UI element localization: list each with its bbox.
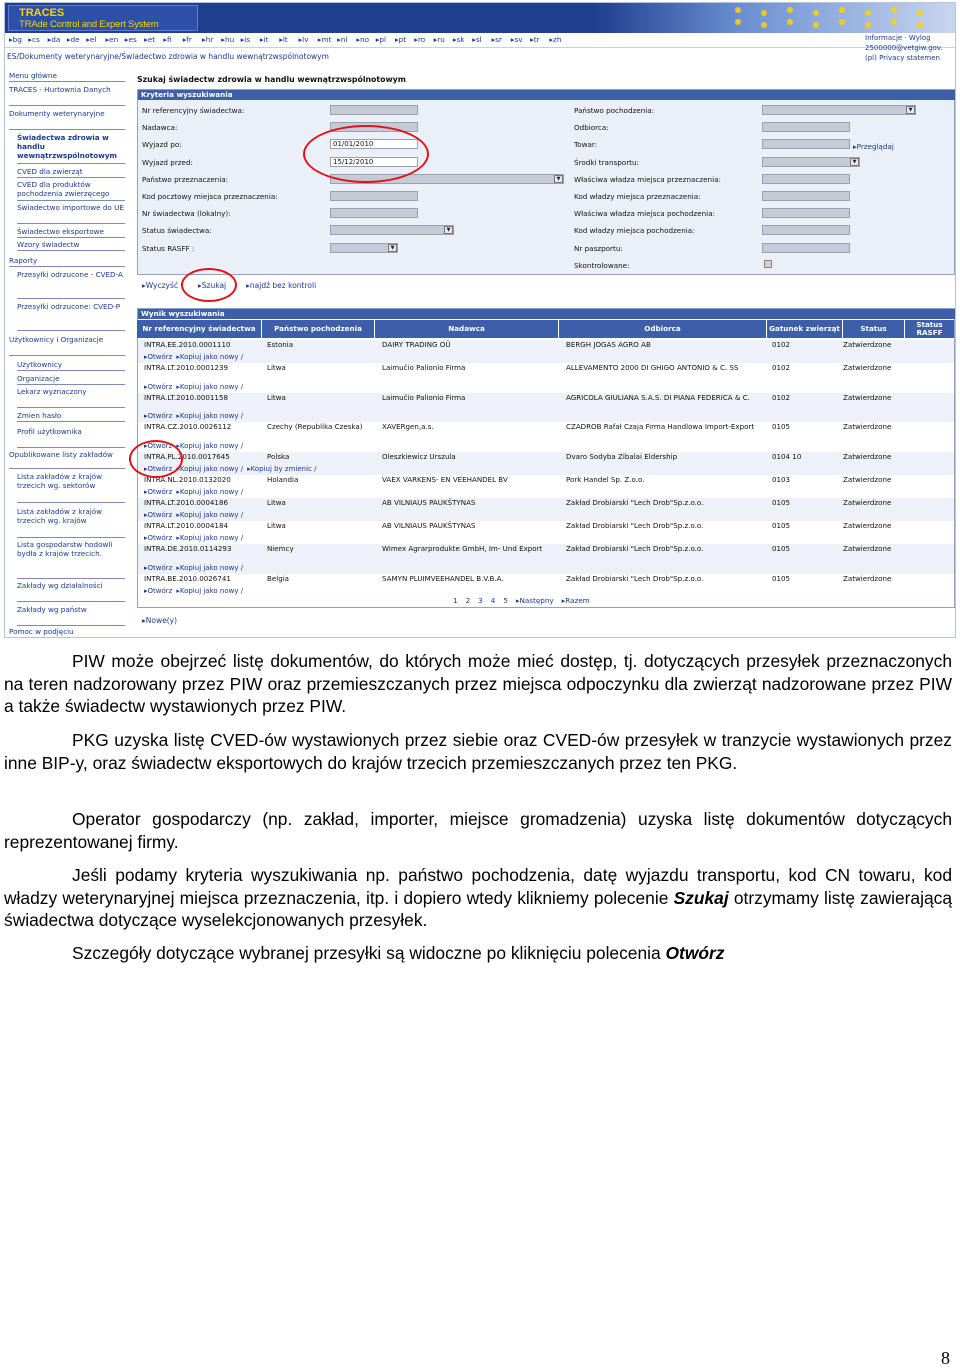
species-code: 0105 <box>772 498 791 507</box>
language-link-mt[interactable]: ▸mt <box>317 35 332 44</box>
otworz-emphasis: Otwórz <box>665 943 725 963</box>
search-field-input[interactable] <box>762 105 916 115</box>
origin-country: Litwa <box>267 393 286 402</box>
origin-country: Czechy (Republika Czeska) <box>267 422 363 431</box>
user-code: 2500000@vetgiw.gov. <box>865 44 943 52</box>
search-field-label: Państwo pochodzenia: <box>574 106 655 115</box>
eu-star-icon <box>761 10 767 16</box>
cert-ref: INTRA.LT.2010.0004184 <box>144 521 228 530</box>
menu-item[interactable]: Lista zakładów z krajów trzecich wg. sektorów <box>17 472 125 503</box>
eu-star-icon <box>735 7 741 13</box>
menu-item[interactable]: Wzory świadectw <box>17 240 125 251</box>
date-fields-highlight <box>303 125 429 183</box>
status: Zatwierdzone <box>843 452 892 461</box>
search-field-input[interactable] <box>762 139 850 149</box>
column-header[interactable]: Status <box>843 320 904 338</box>
chevron-down-icon[interactable]: ▼ <box>444 226 453 234</box>
copy-link[interactable]: ▸Kopiuj jako nowy / <box>176 488 244 496</box>
search-field-input[interactable] <box>762 225 850 235</box>
status: Zatwierdzone <box>843 340 892 349</box>
menu-item[interactable]: Lekarz wyznaczony <box>17 387 125 408</box>
menu-item[interactable]: Świadectwa zdrowia w handlu wewnątrzwspólnotowym <box>17 133 125 164</box>
copy-link[interactable]: ▸Kopiuj jako nowy / <box>176 383 244 391</box>
search-field-input[interactable] <box>330 191 418 201</box>
receiver: Zakład Drobiarski "Lech Drob"Sp.z.o.o. <box>566 521 704 530</box>
chevron-down-icon[interactable]: ▼ <box>906 106 915 114</box>
language-link-fi[interactable]: ▸fi <box>163 35 172 44</box>
checkbox[interactable] <box>764 260 772 268</box>
receiver: ALLEVAMENTO 2000 DI GHIGO ANTONIO & C. SS <box>566 363 739 372</box>
sender: Laimučio Palionio Firma <box>382 363 466 372</box>
language-link-el[interactable]: ▸el <box>86 35 97 44</box>
receiver: AGRICOLA GIULIANA S.A.S. DI PIANA FEDERICA & C. <box>566 393 750 402</box>
eu-star-icon <box>865 22 871 28</box>
receiver: Zakład Drobiarski "Lech Drob"Sp.z.o.o. <box>566 498 704 507</box>
menu-item[interactable]: Zakłady wg działalności <box>17 581 125 602</box>
species-code: 0105 <box>772 544 791 553</box>
search-field-label: Wyjazd po: <box>142 140 182 150</box>
copy-link[interactable]: ▸Kopiuj jako nowy / <box>176 534 244 542</box>
open-link[interactable]: ▸Otwórz <box>144 587 173 595</box>
search-field-input[interactable] <box>330 225 454 235</box>
species-code: 0102 <box>772 393 791 402</box>
sender: Laimučio Palionio Firma <box>382 393 466 402</box>
search-actions <box>142 281 336 290</box>
search-field-label: Państwo przeznaczenia: <box>142 174 229 184</box>
language-link-sl[interactable]: ▸sl <box>472 35 482 44</box>
search-field-label: Kod pocztowy miejsca przeznaczenia: <box>142 192 278 201</box>
info-link[interactable]: Informacje <box>865 34 903 42</box>
paragraph-1: PIW może obejrzeć listę dokumentów, do których może mieć dostęp, tj. dotyczących przesyłek przeznaczonych na teren nadzorowany przez PIW oraz przemieszczanych przez miejsca odpoczynku dla zwierząt nadzorowane przez PIW a także świadectw wystawionych przez PIW. <box>4 651 952 716</box>
eu-star-icon <box>787 19 793 25</box>
language-link-bg[interactable]: ▸bg <box>9 35 22 44</box>
language-link-et[interactable]: ▸et <box>144 35 156 44</box>
eu-star-icon <box>761 22 767 28</box>
traces-screenshot <box>4 2 956 638</box>
eu-star-icon <box>787 7 793 13</box>
sender: AB VILNIAUS PAUKŠTYNAS <box>382 498 476 507</box>
search-field-input[interactable]: 01/01/2010 <box>330 139 418 149</box>
row-actions <box>144 412 247 420</box>
paragraph-3: Operator gospodarczy (np. zakład, importer, miejsce gromadzenia) uzyska listę dokumentów dotyczących reprezentowanej firmy. <box>4 809 952 852</box>
sender: SAMYN PLUIMVEEHANDEL B.V.B.A. <box>382 574 504 583</box>
eu-star-icon <box>891 19 897 25</box>
search-field-label: Status RASFF : <box>142 243 195 253</box>
species-code: 0102 <box>772 363 791 372</box>
language-link-de[interactable]: ▸de <box>66 35 80 44</box>
status: Zatwierdzone <box>843 498 892 507</box>
menu-item[interactable]: TRACES - Hurtownia Danych <box>9 85 125 106</box>
search-button-highlight <box>181 268 237 302</box>
search-field-label: Kod władzy miejsca przeznaczenia: <box>574 192 701 201</box>
receiver: BERGH JOGAS AGRO AB <box>566 340 651 349</box>
paragraph-4: Jeśli podamy kryteria wyszukiwania np. państwo pochodzenia, datę wyjazdu transportu, kod CN towaru, kod władzy weterynaryjnej miejsca przeznaczenia, itp. i dopiero wtedy klikniemy polecenie Szukaj otrzymamy listę zawierającą świadectwa dotyczące wyselekcjonowanych przesyłek. <box>4 865 953 930</box>
species-code: 0103 <box>772 475 791 484</box>
cert-ref: INTRA.DE.2010.0114293 <box>144 544 232 553</box>
search-field-label: Kod władzy miejsca pochodzenia: <box>574 226 695 236</box>
row-actions <box>144 564 247 572</box>
search-field-input[interactable] <box>762 174 850 184</box>
open-link[interactable]: ▸Otwórz <box>144 383 173 391</box>
language-link-ro[interactable]: ▸ro <box>414 35 426 44</box>
search-criteria-title: Kryteria wyszukiwania <box>138 90 956 100</box>
chevron-down-icon[interactable]: ▼ <box>554 175 563 183</box>
cert-ref: INTRA.EE.2010.0001110 <box>144 340 231 349</box>
cert-ref: INTRA.LT.2010.0001239 <box>144 363 228 372</box>
language-link-pl[interactable]: ▸pl <box>375 35 387 44</box>
language-link-sk[interactable]: ▸sk <box>452 35 465 44</box>
pager-link[interactable]: ▸Następny <box>515 596 554 605</box>
origin-country: Estonia <box>267 340 294 349</box>
paragraph-5: Szczegóły dotyczące wybranej przesyłki są widoczne po kliknięciu polecenia Otwórz <box>72 943 725 963</box>
column-header[interactable]: Nadawca <box>375 320 558 338</box>
copy-link[interactable]: ▸Kopiuj jako nowy / <box>176 511 244 519</box>
open-link[interactable]: ▸Otwórz <box>144 534 173 542</box>
search-field-label: Status świadectwa: <box>142 226 212 236</box>
column-header[interactable]: Status RASFF <box>905 320 954 338</box>
language-link-lv[interactable]: ▸lv <box>298 35 309 44</box>
language-link-it[interactable]: ▸it <box>259 35 269 44</box>
eu-star-icon <box>891 7 897 13</box>
eu-star-icon <box>917 22 923 28</box>
find-no-check-button[interactable]: ▸najdź bez kontroli <box>246 281 317 290</box>
row-actions <box>144 587 247 595</box>
chevron-down-icon[interactable]: ▼ <box>388 244 397 252</box>
menu-item[interactable]: Profil użytkownika <box>17 427 125 448</box>
origin-country: Holandia <box>267 475 299 484</box>
origin-country: Belgia <box>267 574 290 583</box>
species-code: 0102 <box>772 340 791 349</box>
row-actions <box>144 534 247 542</box>
search-field-label: Odbiorca: <box>574 123 609 133</box>
search-field-input[interactable]: 15/12/2010 <box>330 157 418 167</box>
new-button[interactable]: ▸Nowe(y) <box>142 616 178 625</box>
language-link-pt[interactable]: ▸pt <box>395 35 407 44</box>
pager-link[interactable]: 2 <box>465 596 471 605</box>
browse-link[interactable]: ▸Przeglądaj <box>853 142 894 151</box>
search-field-label: Nadawca: <box>142 123 178 133</box>
clear-button[interactable]: ▸Wyczyść <box>142 281 179 290</box>
status: Zatwierdzone <box>843 544 892 553</box>
column-header[interactable]: Państwo pochodzenia <box>262 320 374 338</box>
origin-country: Polska <box>267 452 290 461</box>
column-header[interactable]: Gatunek zwierząt <box>767 320 842 338</box>
language-link-cs[interactable]: ▸cs <box>28 35 40 44</box>
origin-country: Litwa <box>267 521 286 530</box>
species-code: 0104 10 <box>772 452 802 461</box>
menu-item[interactable]: Opublikowane listy zakładów <box>9 450 125 469</box>
paragraph-2: PKG uzyska listę CVED-ów wystawionych przez siebie oraz CVED-ów przesyłek w tranzycie wystawionych przez inne BIP-y, oraz świadectw eksportowych do krajów trzecich przemieszczanych przez ten PKG. <box>4 730 952 773</box>
open-link-highlight <box>129 440 183 478</box>
menu-item[interactable]: Lista zakładów z krajów trzecich wg. krajów <box>17 507 125 538</box>
status: Zatwierdzone <box>843 363 892 372</box>
page-title: Szukaj świadectw zdrowia w handlu wewnątrzwspólnotowym <box>137 75 406 84</box>
cert-ref: INTRA.CZ.2010.0026112 <box>144 422 232 431</box>
menu-item[interactable]: Użytkownicy <box>17 360 125 371</box>
language-bar <box>5 33 955 48</box>
open-link[interactable]: ▸Otwórz <box>144 353 173 361</box>
search-field-input[interactable] <box>762 208 850 218</box>
eu-star-icon <box>735 19 741 25</box>
eu-star-icon <box>839 7 845 13</box>
species-code: 0105 <box>772 574 791 583</box>
cert-ref: INTRA.NL.2010.0132020 <box>144 475 231 484</box>
pager-link[interactable]: 1 <box>453 596 458 605</box>
origin-country: Litwa <box>267 498 286 507</box>
column-header[interactable]: Odbiorca <box>559 320 766 338</box>
status: Zatwierdzone <box>843 574 892 583</box>
search-button[interactable]: ▸Szukaj <box>198 281 227 290</box>
receiver: Zakład Drobiarski "Lech Drob"Sp.z.o.o. <box>566 544 704 553</box>
chevron-down-icon[interactable]: ▼ <box>850 158 859 166</box>
origin-country: Niemcy <box>267 544 294 553</box>
language-link-en[interactable]: ▸en <box>105 35 119 44</box>
sender: Wimex Agrarprodukte GmbH, Im- Und Export <box>382 544 543 553</box>
search-field-label: Wyjazd przed: <box>142 157 193 167</box>
row-actions <box>144 488 247 496</box>
open-link[interactable]: ▸Otwórz <box>144 511 173 519</box>
status: Zatwierdzone <box>843 475 892 484</box>
eu-star-icon <box>865 10 871 16</box>
language-link-sv[interactable]: ▸sv <box>510 35 523 44</box>
menu-item[interactable]: Raporty <box>9 256 125 267</box>
sender: AB VILNIAUS PAUKŠTYNAS <box>382 521 476 530</box>
menu-item[interactable]: Pomoc w podjęciu <box>9 627 125 638</box>
sender: XAVERgen,a.s. <box>382 422 434 431</box>
copy-link[interactable]: ▸Kopiuj jako nowy / <box>176 587 244 595</box>
open-link[interactable]: ▸Otwórz <box>144 412 173 420</box>
eu-stars-banner <box>595 3 955 33</box>
open-link[interactable]: ▸Otwórz <box>144 564 173 572</box>
search-field-label: Nr referencyjny świadectwa: <box>142 106 245 115</box>
szukaj-emphasis: Szukaj <box>673 887 729 908</box>
language-link-hr[interactable]: ▸hr <box>202 35 214 44</box>
language-link-lt[interactable]: ▸lt <box>279 35 288 44</box>
user-links: Informacje · Wylog 2500000@vetgiw.gov. (pl) Privacy statemen <box>865 33 953 63</box>
language-link-ru[interactable]: ▸ru <box>433 35 445 44</box>
sender: DAIRY TRADING OÜ <box>382 340 451 349</box>
menu-item[interactable]: Przesyłki odrzucone: CVED-P <box>17 302 125 331</box>
search-field-label: Właściwa władza miejsca pochodzenia: <box>574 209 715 219</box>
row-actions <box>144 511 247 519</box>
language-link-es[interactable]: ▸es <box>124 35 137 44</box>
eu-star-icon <box>839 19 845 25</box>
menu-item[interactable]: Dokumenty weterynaryjne <box>9 109 125 130</box>
receiver: Pork Handel Sp. Z.o.o. <box>566 475 645 484</box>
search-field-input[interactable] <box>330 208 418 218</box>
menu-item[interactable]: Menu główne <box>9 71 125 82</box>
copy-link[interactable]: ▸Kopiuj jako nowy / <box>176 412 244 420</box>
open-link[interactable]: ▸Otwórz <box>144 442 173 450</box>
menu-item[interactable]: Świadectwo importowe do UE <box>17 203 125 224</box>
language-link-hu[interactable]: ▸hu <box>221 35 235 44</box>
open-link[interactable]: ▸Otwórz <box>144 488 173 496</box>
open-link[interactable]: ▸Otwórz <box>144 465 173 473</box>
search-field-input[interactable] <box>330 105 418 115</box>
language-link-tr[interactable]: ▸tr <box>530 35 540 44</box>
row-actions <box>144 383 247 391</box>
language-link-fr[interactable]: ▸fr <box>182 35 192 44</box>
cert-ref: INTRA.BE.2010.0026741 <box>144 574 231 583</box>
search-field-label: Właściwa władza miejsca przeznaczenia: <box>574 174 721 184</box>
eu-star-icon <box>813 22 819 28</box>
menu-item[interactable]: Organizacje <box>17 374 125 385</box>
copy-link[interactable]: ▸Kopiuj jako nowy / <box>176 564 244 572</box>
language-link-zh[interactable]: ▸zh <box>549 35 562 44</box>
search-field-label: Nr paszportu: <box>574 243 623 253</box>
pager <box>453 596 598 605</box>
language-link-sr[interactable]: ▸sr <box>491 35 502 44</box>
copy-link[interactable]: ▸Kopiuj jako nowy / <box>176 353 244 361</box>
species-code: 0105 <box>772 521 791 530</box>
receiver: CZADROB Rafał Czaja Firma Handlowa Import-Export <box>566 422 755 431</box>
sender: VAEX VARKENS- EN VEEHANDEL BV <box>382 475 508 484</box>
eu-star-icon <box>917 10 923 16</box>
search-field-label: Towar: <box>574 140 598 150</box>
logout-link[interactable]: Wylog <box>908 34 931 42</box>
language-link-no[interactable]: ▸no <box>356 35 370 44</box>
copy-link[interactable]: ▸Kopiuj jako nowy / <box>176 465 244 473</box>
search-field-input[interactable] <box>762 122 850 132</box>
receiver: Dvaro Sodyba Zibalai Eldership <box>566 452 678 461</box>
page-number: 8 <box>941 1348 950 1368</box>
menu-item[interactable]: Zakłady wg państw <box>17 605 125 626</box>
cert-ref: INTRA.PL.2010.0017645 <box>144 452 230 461</box>
search-field-input[interactable] <box>762 191 850 201</box>
breadcrumb: ES/Dokumenty weterynaryjne/Świadectwo zdrowia w handlu wewnątrzwspólnotowym <box>7 52 329 61</box>
menu-item[interactable]: Przesyłki odrzucone - CVED-A <box>17 270 125 299</box>
menu-item[interactable]: CVED dla zwierząt <box>17 167 125 178</box>
results-title: Wynik wyszukiwania <box>138 309 956 319</box>
menu-item[interactable]: Lista gospodarstw hodowli bydła z krajów trzecich. <box>17 540 125 579</box>
status: Zatwierdzone <box>843 521 892 530</box>
cert-ref: INTRA.LT.2010.0001158 <box>144 393 228 402</box>
cert-ref: INTRA.LT.2010.0004186 <box>144 498 228 507</box>
privacy-link[interactable]: (pl) Privacy statemen <box>865 54 940 62</box>
origin-country: Litwa <box>267 363 286 372</box>
search-field-input[interactable] <box>762 243 850 253</box>
species-code: 0105 <box>772 422 791 431</box>
language-link-nl[interactable]: ▸nl <box>337 35 348 44</box>
pager-link[interactable]: 3 <box>478 596 483 605</box>
search-field-label: Środki transportu: <box>574 157 639 167</box>
receiver: Zakład Drobiarski "Lech Drob"Sp.z.o.o. <box>566 574 704 583</box>
search-field-label: Nr świadectwa (lokalny): <box>142 209 231 219</box>
menu-item[interactable]: Świadectwo eksportowe <box>17 227 125 238</box>
app-header <box>5 3 955 33</box>
row-actions <box>144 353 247 361</box>
status: Zatwierdzone <box>843 422 892 431</box>
pager-link[interactable]: 4 <box>490 596 496 605</box>
search-field-label: Skontrolowane: <box>574 260 630 270</box>
copy-link[interactable]: ▸Kopiuj by zmienic / <box>247 465 317 473</box>
menu-item[interactable]: Użytkownicy i Organizacje <box>9 335 125 356</box>
menu-item[interactable]: Zmien hasło <box>17 411 125 422</box>
status: Zatwierdzone <box>843 393 892 402</box>
search-field-input[interactable] <box>762 157 860 167</box>
pager-link[interactable]: 5 <box>503 596 508 605</box>
eu-star-icon <box>813 10 819 16</box>
copy-link[interactable]: ▸Kopiuj jako nowy / <box>176 442 244 450</box>
pager-link[interactable]: ▸Razem <box>561 596 590 605</box>
language-link-is[interactable]: ▸is <box>240 35 251 44</box>
column-header[interactable]: Nr referencyjny świadectwa <box>137 320 261 338</box>
traces-logo: TRACES TRAde Control and Expert System <box>8 5 198 31</box>
sender: Oleszkiewicz Urszula <box>382 452 456 461</box>
search-criteria-panel <box>137 89 955 275</box>
menu-item[interactable]: CVED dla produktów pochodzenia zwierzęcego <box>17 180 125 201</box>
language-link-da[interactable]: ▸da <box>47 35 61 44</box>
